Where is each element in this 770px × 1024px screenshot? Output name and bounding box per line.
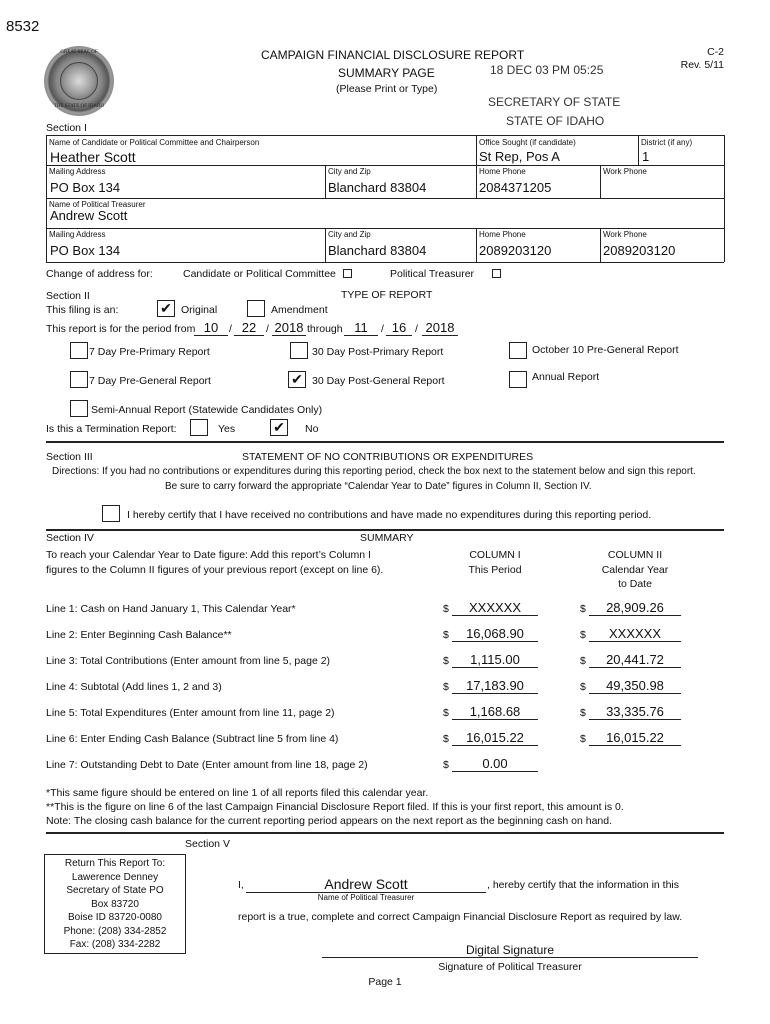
- currency-symbol: $: [443, 759, 449, 771]
- termination-yes-checkbox[interactable]: [190, 419, 208, 436]
- district-field[interactable]: 1: [642, 149, 650, 164]
- return-address-line: Fax: (208) 334-2282: [69, 939, 161, 950]
- certify-suffix: , hereby certify that the information in this: [487, 879, 680, 891]
- currency-symbol: $: [580, 707, 586, 719]
- original-checkbox[interactable]: ✔: [157, 300, 175, 317]
- change-candidate-label: Candidate or Political Committee: [183, 268, 336, 280]
- column-1-value[interactable]: 0.00: [452, 756, 538, 772]
- date-separator: /: [381, 323, 384, 335]
- state-seal-icon: [44, 46, 114, 116]
- summary-line-label: Line 5: Total Expenditures (Enter amount from line 11, page 2): [46, 707, 335, 719]
- candidate-name-field[interactable]: Heather Scott: [50, 149, 136, 165]
- office-sought-label: Office Sought (if candidate): [479, 138, 576, 147]
- date-separator: /: [415, 323, 418, 335]
- 7day-pre-primary-label: 7 Day Pre-Primary Report: [89, 346, 210, 358]
- column-1-value[interactable]: 16,068.90: [452, 626, 538, 642]
- footnote-3: Note: The closing cash balance for the current reporting period appears on the next report as the beginning cash on hand.: [46, 815, 613, 827]
- candidate-name-label: Name of Candidate or Political Committee and Chairperson: [49, 138, 260, 147]
- return-address-line: Boise ID 83720-0080: [68, 912, 162, 923]
- 30day-post-general-checkbox[interactable]: ✔: [288, 371, 306, 388]
- oct10-pre-general-checkbox[interactable]: [509, 342, 527, 359]
- termination-no-checkbox[interactable]: ✔: [270, 419, 288, 436]
- to-month-field[interactable]: 11: [344, 320, 378, 336]
- form-code: C-2: [707, 46, 724, 58]
- treasurer-name-field[interactable]: Andrew Scott: [50, 208, 128, 223]
- column-1-value[interactable]: XXXXXX: [452, 600, 538, 616]
- seal-center-icon: [60, 62, 98, 100]
- termination-label: Is this a Termination Report:: [46, 423, 177, 435]
- oct10-pre-general-label: October 10 Pre-General Report: [532, 344, 679, 356]
- 30day-post-primary-label: 30 Day Post-Primary Report: [312, 346, 444, 358]
- 7day-pre-general-checkbox[interactable]: [70, 371, 88, 388]
- currency-symbol: $: [443, 733, 449, 745]
- currency-symbol: $: [580, 629, 586, 641]
- currency-symbol: $: [443, 629, 449, 641]
- return-address-line: Return This Report To:: [64, 858, 166, 869]
- section-1-label: Section I: [46, 122, 87, 134]
- annual-report-label: Annual Report: [532, 371, 600, 383]
- column-1-heading: COLUMN I: [469, 549, 521, 561]
- home-phone-label: Home Phone: [479, 167, 526, 176]
- column-2-value[interactable]: 28,909.26: [589, 600, 681, 616]
- digital-signature-field[interactable]: Digital Signature: [322, 943, 698, 958]
- treasurer-name-label: Name of Political Treasurer: [49, 200, 146, 209]
- column-2-value[interactable]: XXXXXX: [589, 626, 681, 642]
- treasurer-name-caption: Name of Political Treasurer: [317, 893, 415, 902]
- summary-line-label: Line 6: Enter Ending Cash Balance (Subtract line 5 from line 4): [46, 733, 339, 745]
- agency-line-1: SECRETARY OF STATE: [488, 95, 621, 109]
- treasurer-mailing-label: Mailing Address: [49, 230, 106, 239]
- currency-symbol: $: [580, 733, 586, 745]
- date-separator: /: [229, 323, 232, 335]
- summary-intro-2: figures to the Column II figures of your previous report (except on line 6).: [46, 564, 384, 576]
- section-2-label: Section II: [46, 290, 90, 302]
- home-phone-field[interactable]: 2084371205: [479, 180, 552, 195]
- change-address-label: Change of address for:: [46, 268, 153, 280]
- treasurer-city-label: City and Zip: [328, 230, 371, 239]
- 7day-pre-primary-checkbox[interactable]: [70, 342, 88, 359]
- print-instruction: (Please Print or Type): [336, 83, 438, 95]
- return-address-line: Secretary of State PO: [66, 885, 164, 896]
- treasurer-city-field[interactable]: Blanchard 83804: [328, 243, 427, 258]
- mailing-address-label: Mailing Address: [49, 167, 106, 176]
- column-2-subheading-2: to Date: [618, 578, 652, 590]
- directions-line-2: Be sure to carry forward the appropriate “Calendar Year to Date” figures in Column II, Section IV.: [165, 481, 592, 492]
- 7day-pre-general-label: 7 Day Pre-General Report: [89, 375, 211, 387]
- district-label: District (if any): [641, 138, 693, 147]
- currency-symbol: $: [443, 603, 449, 615]
- summary-line-label: Line 1: Cash on Hand January 1, This Calendar Year*: [46, 603, 296, 615]
- 30day-post-primary-checkbox[interactable]: [290, 342, 308, 359]
- currency-symbol: $: [580, 681, 586, 693]
- footnote-2: **This is the figure on line 6 of the last Campaign Financial Disclosure Report filed. If this is your first report, this amount is 0.: [46, 801, 624, 813]
- amendment-label: Amendment: [271, 304, 328, 316]
- document-number: 8532: [6, 18, 40, 35]
- treasurer-home-phone-label: Home Phone: [479, 230, 526, 239]
- seal-text-top: GREAT SEAL OF: [60, 50, 98, 55]
- from-day-field[interactable]: 22: [234, 320, 264, 336]
- column-2-value[interactable]: 16,015.22: [589, 730, 681, 746]
- termination-yes-label: Yes: [218, 423, 236, 435]
- summary-intro-1: To reach your Calendar Year to Date figure: Add this report’s Column I: [46, 549, 371, 561]
- return-address-line: Box 83720: [91, 898, 139, 910]
- type-of-report-heading: TYPE OF REPORT: [341, 289, 433, 301]
- 30day-post-general-label: 30 Day Post-General Report: [312, 375, 445, 387]
- form-revision: Rev. 5/11: [680, 59, 724, 71]
- column-1-subheading: This Period: [468, 564, 522, 576]
- column-1-value[interactable]: 17,183.90: [452, 678, 538, 694]
- section-5-label: Section V: [185, 838, 230, 850]
- section-3-label: Section III: [46, 451, 93, 463]
- return-address-box: [44, 854, 186, 954]
- treasurer-name-certify-field[interactable]: Andrew Scott: [246, 876, 486, 893]
- change-treasurer-label: Political Treasurer: [390, 268, 475, 280]
- return-address-line: Lawerence Denney: [71, 871, 159, 883]
- city-zip-label: City and Zip: [328, 167, 371, 176]
- mailing-address-field[interactable]: PO Box 134: [50, 180, 121, 195]
- treasurer-work-phone-label: Work Phone: [603, 230, 647, 239]
- signature-caption: Signature of Political Treasurer: [438, 961, 582, 973]
- currency-symbol: $: [580, 655, 586, 667]
- divider: [46, 441, 724, 443]
- annual-report-checkbox[interactable]: [509, 371, 527, 388]
- column-2-heading: COLUMN II: [607, 549, 663, 561]
- office-sought-field[interactable]: St Rep, Pos A: [479, 149, 560, 164]
- no-contributions-certify: I hereby certify that I have received no contributions and have made no expenditures during this reporting period.: [127, 509, 652, 521]
- agency-line-2: STATE OF IDAHO: [506, 114, 605, 128]
- directions-line-1: Directions: If you had no contributions or expenditures during this reporting period, check the box next to the statement below and sign this report.: [52, 466, 696, 477]
- section-4-label: Section IV: [46, 532, 94, 544]
- column-1-value[interactable]: 16,015.22: [452, 730, 538, 746]
- work-phone-label: Work Phone: [603, 167, 647, 176]
- certify-prefix: I,: [238, 879, 244, 891]
- filing-type-label: This filing is an:: [46, 304, 119, 316]
- through-label: through: [307, 323, 343, 335]
- column-1-value[interactable]: 1,168.68: [452, 704, 538, 720]
- seal-text-bottom: THE STATE OF IDAHO: [53, 104, 105, 109]
- from-year-field[interactable]: 2018: [272, 320, 306, 336]
- currency-symbol: $: [580, 603, 586, 615]
- page-number: Page 1: [368, 976, 402, 988]
- change-candidate-checkbox[interactable]: [343, 269, 352, 278]
- report-subtitle: SUMMARY PAGE: [338, 66, 435, 80]
- city-zip-field[interactable]: Blanchard 83804: [328, 180, 427, 195]
- divider: [46, 529, 724, 531]
- column-1-value[interactable]: 1,115.00: [452, 652, 538, 668]
- summary-line-label: Line 2: Enter Beginning Cash Balance**: [46, 629, 232, 641]
- no-contributions-title: STATEMENT OF NO CONTRIBUTIONS OR EXPENDITURES: [242, 451, 534, 463]
- change-treasurer-checkbox[interactable]: [492, 269, 501, 278]
- divider: [46, 832, 724, 834]
- treasurer-work-phone-field[interactable]: 2089203120: [603, 243, 676, 258]
- summary-line-label: Line 4: Subtotal (Add lines 1, 2 and 3): [46, 681, 222, 693]
- currency-symbol: $: [443, 707, 449, 719]
- semi-annual-label: Semi-Annual Report (Statewide Candidates Only): [91, 404, 323, 416]
- to-year-field[interactable]: 2018: [422, 320, 458, 336]
- treasurer-home-phone-field[interactable]: 2089203120: [479, 243, 552, 258]
- from-month-field[interactable]: 10: [194, 320, 228, 336]
- certify-statement: report is a true, complete and correct Campaign Financial Disclosure Report as required by law.: [238, 911, 683, 923]
- treasurer-mailing-field[interactable]: PO Box 134: [50, 243, 121, 258]
- summary-heading: SUMMARY: [360, 532, 414, 544]
- to-day-field[interactable]: 16: [386, 320, 412, 336]
- column-2-subheading: Calendar Year: [601, 564, 669, 576]
- semi-annual-checkbox[interactable]: [70, 400, 88, 417]
- column-2-value[interactable]: 20,441.72: [589, 652, 681, 668]
- period-label: This report is for the period from: [46, 323, 196, 335]
- amendment-checkbox[interactable]: [247, 300, 265, 317]
- received-timestamp: 18 DEC 03 PM 05:25: [490, 63, 604, 77]
- column-2-value[interactable]: 33,335.76: [589, 704, 681, 720]
- summary-line-label: Line 7: Outstanding Debt to Date (Enter amount from line 18, page 2): [46, 759, 368, 771]
- currency-symbol: $: [443, 655, 449, 667]
- summary-line-label: Line 3: Total Contributions (Enter amount from line 5, page 2): [46, 655, 331, 667]
- original-label: Original: [181, 304, 218, 316]
- no-contributions-checkbox[interactable]: [102, 505, 120, 522]
- return-address-line: Phone: (208) 334-2852: [63, 925, 167, 937]
- report-title: CAMPAIGN FINANCIAL DISCLOSURE REPORT: [261, 48, 525, 62]
- column-2-value[interactable]: 49,350.98: [589, 678, 681, 694]
- termination-no-label: No: [305, 423, 319, 435]
- date-separator: /: [266, 323, 269, 335]
- currency-symbol: $: [443, 681, 449, 693]
- footnote-1: *This same figure should be entered on line 1 of all reports filed this calendar year.: [46, 787, 429, 799]
